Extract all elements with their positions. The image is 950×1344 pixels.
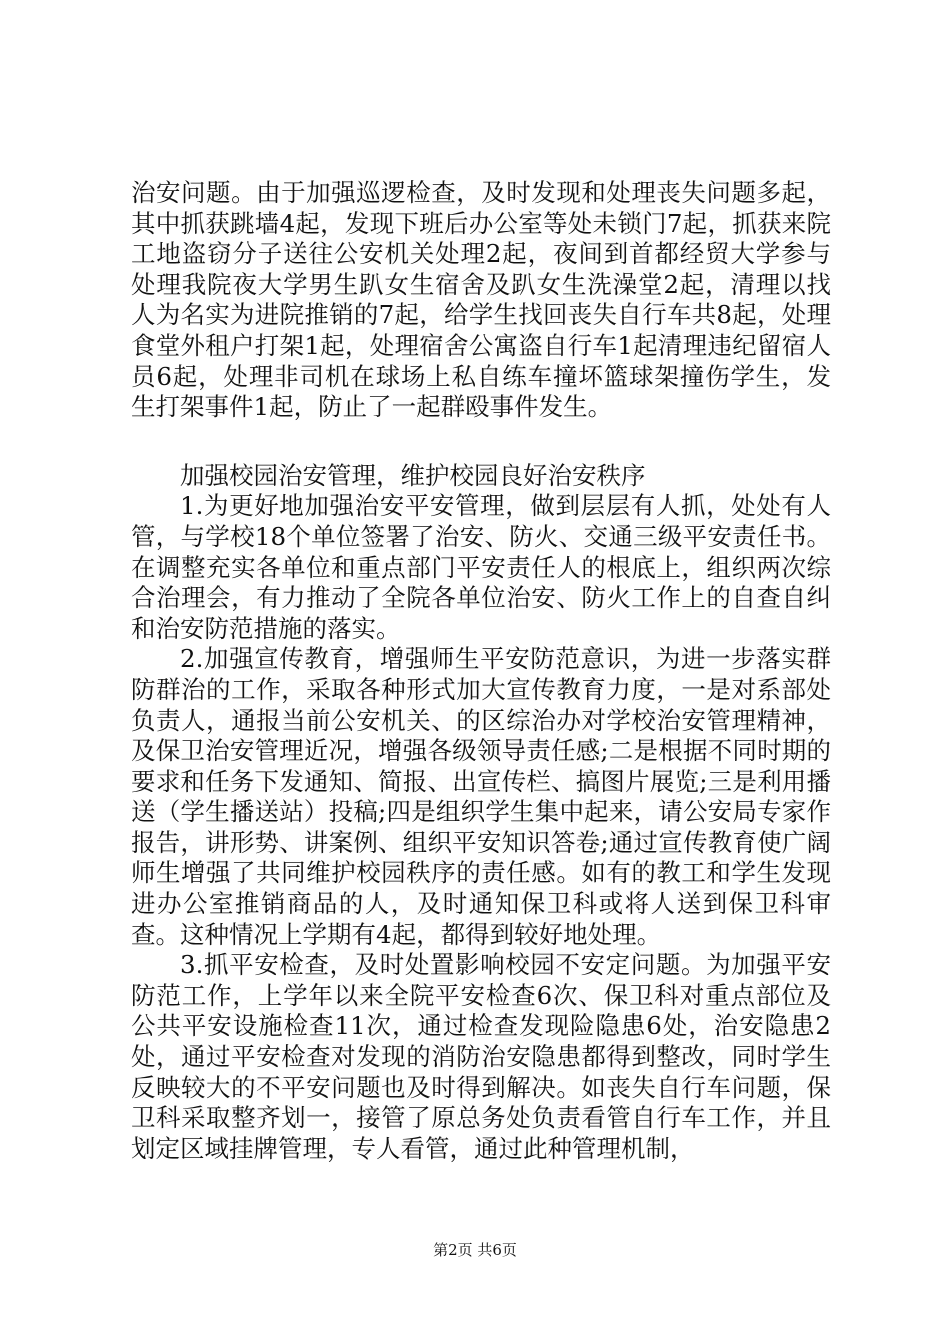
section-heading: 加强校园治安管理，维护校园良好治安秩序 xyxy=(180,460,646,490)
paragraph-intro: 治安问题。由于加强巡逻检查，及时发现和处理丧失问题多起，其中抓获跳墙4起，发现下班后办公室等处未锁门7起，抓获来院工地盗窃分子送往公安机关处理2起，夜间到首都经贸大学参与处理我院夜大学男生趴女生宿舍及趴女生洗澡堂2起，清理以找人为名实为进院推销的7起，给学生找回丧失自行车共8起，处理食堂外租户打架1起，处理宿舍公寓盗自行车1起清理违纪留宿人员6起，处理非司机在球场上私自练车撞坏篮球架撞伤学生，发生打架事件1起，防止了一起群殴事件发生。 xyxy=(131,178,831,422)
page-footer: 第2页 共6页 xyxy=(433,1241,517,1259)
paragraph-item-3: 3.抓平安检查，及时处置影响校园不安定问题。为加强平安防范工作，上学年以来全院平安检查6次、保卫科对重点部位及公共平安设施检查11次，通过检查发现险隐患6处，治安隐患2处，通过平安检查对发现的消防治安隐患都得到整改，同时学生反映较大的不平安问题也及时得到解决。如丧失自行车问题，保卫科采取整齐划一，接管了原总务处负责看管自行车工作，并且划定区域挂牌管理，专人看管，通过此种管理机制， xyxy=(131,950,831,1163)
document-body xyxy=(131,178,831,1164)
paragraph-item-1: 1.为更好地加强治安平安管理，做到层层有人抓，处处有人管，与学校18个单位签署了治安、防火、交通三级平安责任书。在调整充实各单位和重点部门平安责任人的根底上，组织两次综合治理会，有力推动了全院各单位治安、防火工作上的自查自纠和治安防范措施的落实。 xyxy=(131,491,831,643)
paragraph-item-2: 2.加强宣传教育，增强师生平安防范意识，为进一步落实群防群治的工作，采取各种形式加大宣传教育力度，一是对系部处负责人，通报当前公安机关、的区综治办对学校治安管理精神，及保卫治安管理近况，增强各级领导责任感;二是根据不同时期的要求和任务下发通知、简报、出宣传栏、搞图片展览;三是利用播送（学生播送站）投稿;四是组织学生集中起来，请公安局专家作报告，讲形势、讲案例、组织平安知识答卷;通过宣传教育使广阔师生增强了共同维护校园秩序的责任感。如有的教工和学生发现进办公室推销商品的人，及时通知保卫科或将人送到保卫科审查。这种情况上学期有4起，都得到较好地处理。 xyxy=(131,644,831,949)
